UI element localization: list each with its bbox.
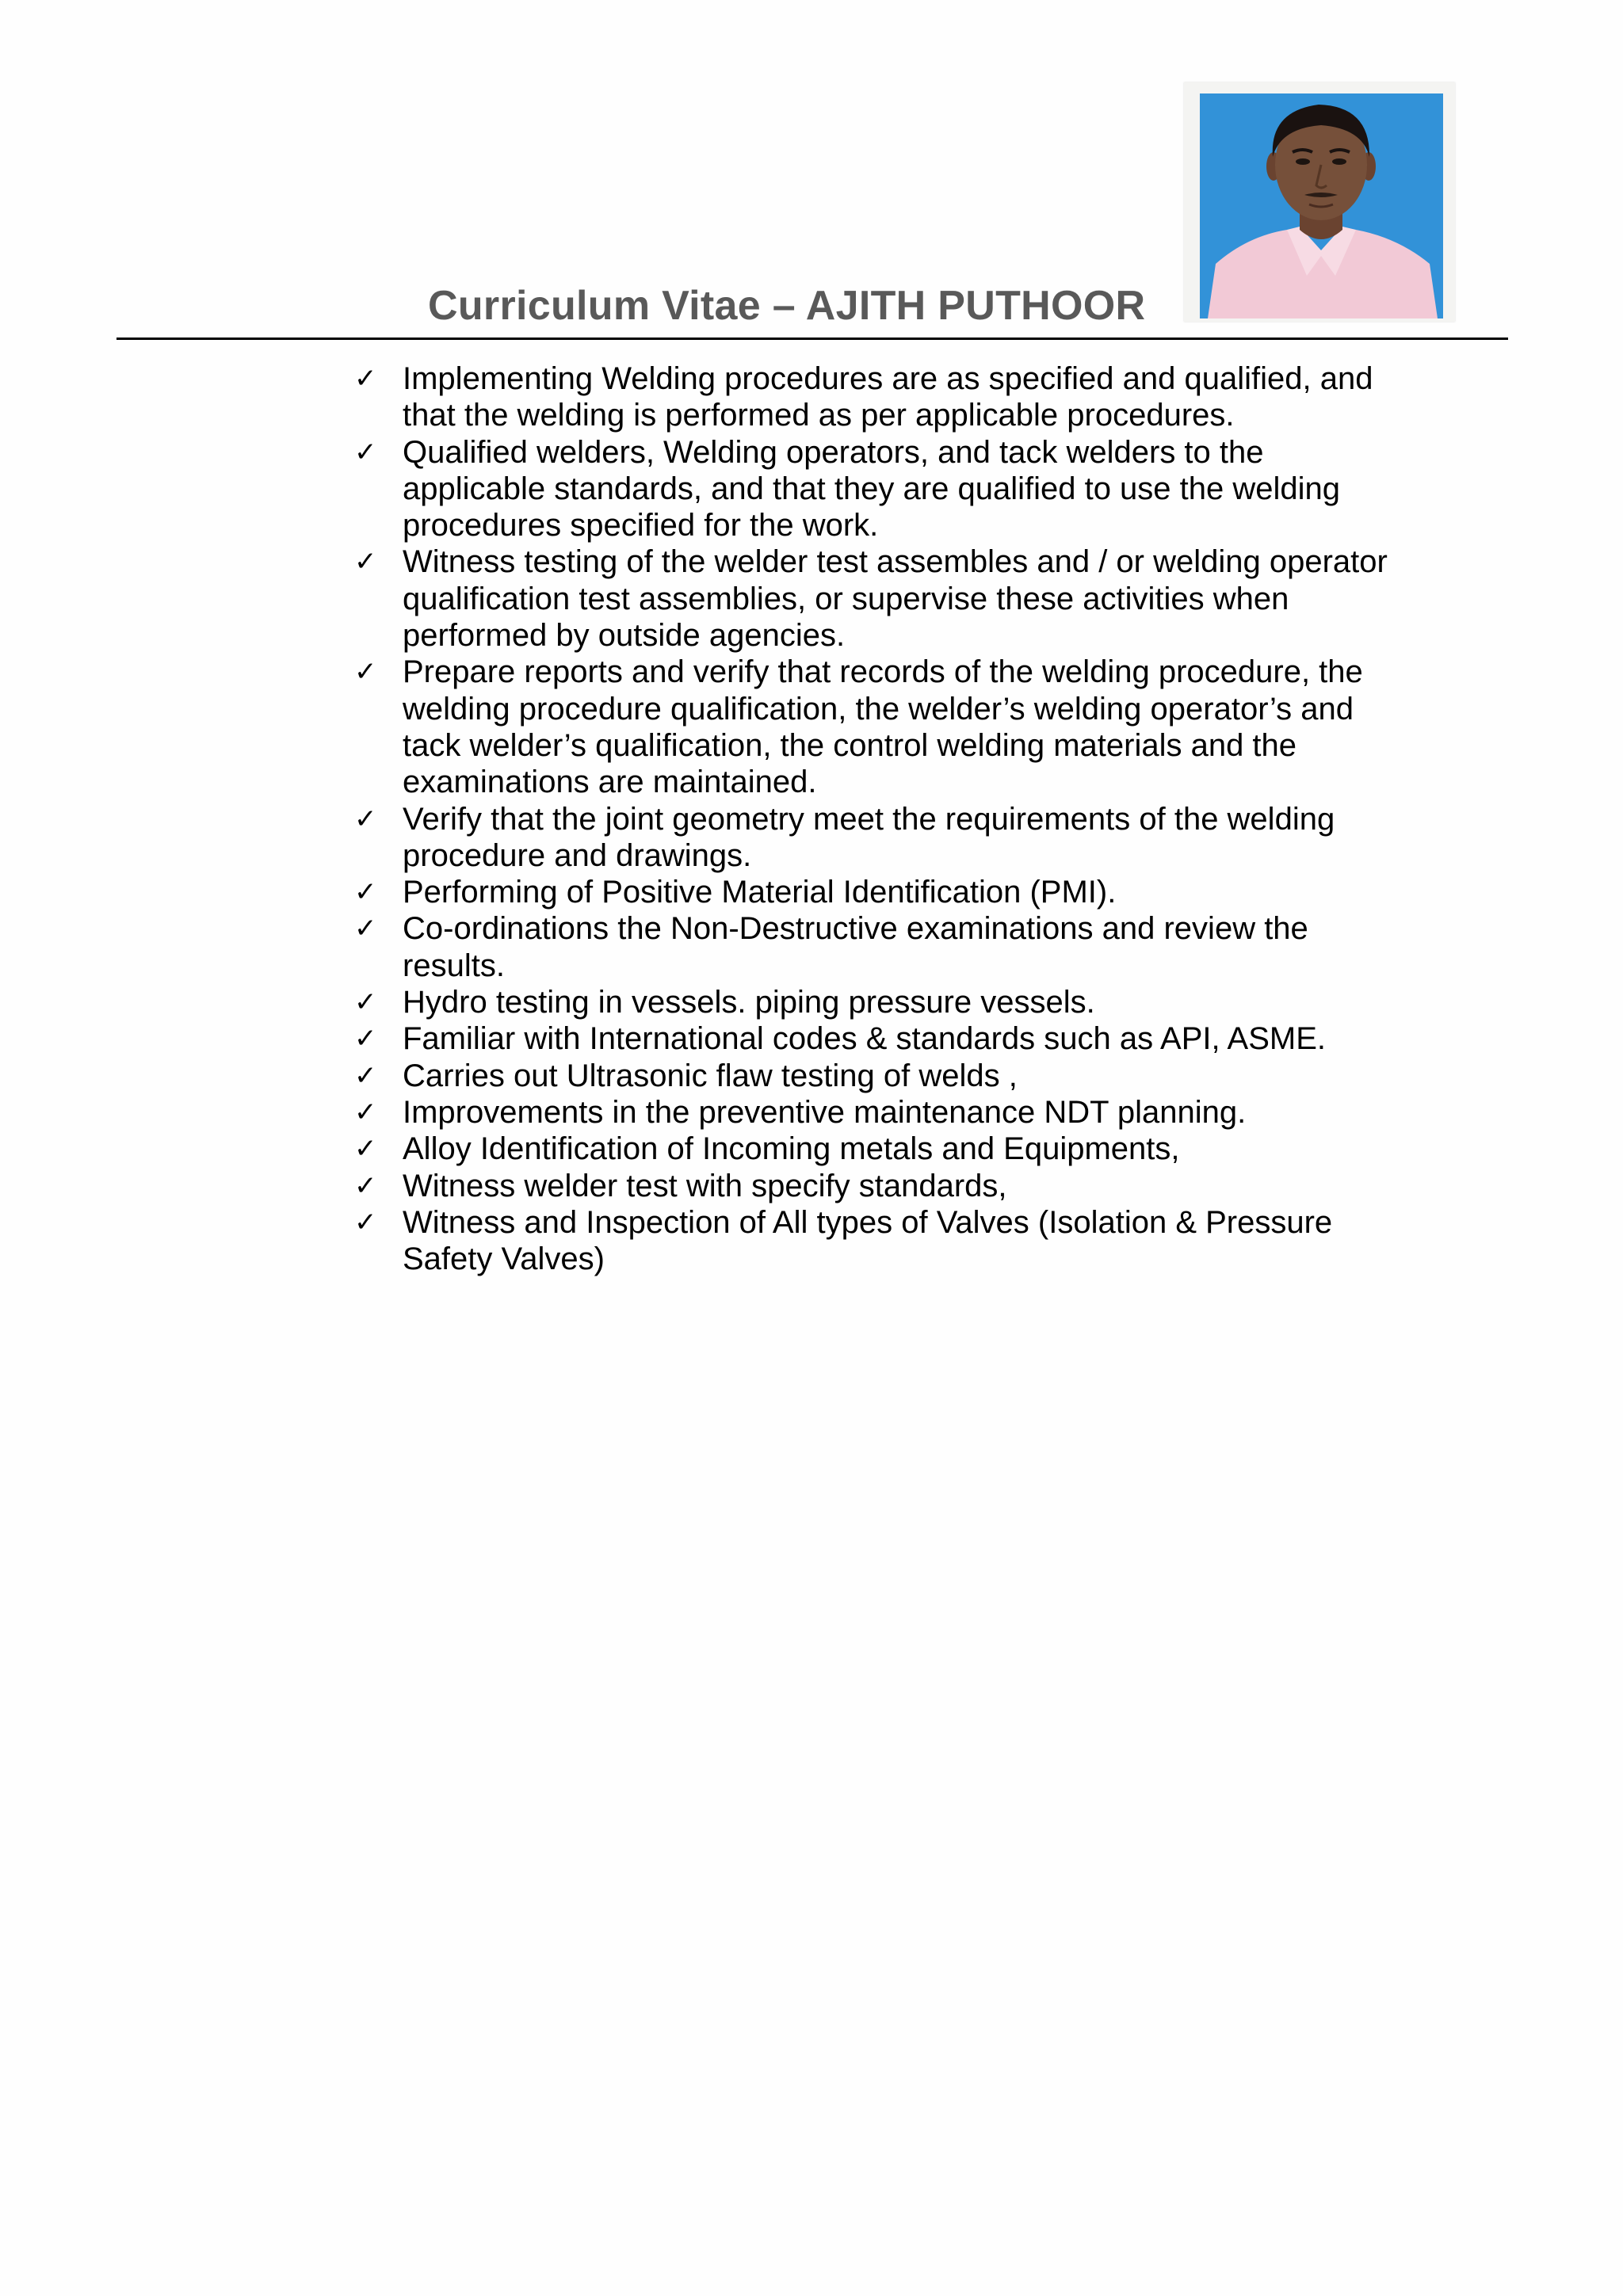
list-item	[351, 801, 1397, 875]
checkmark-icon: ✓	[354, 656, 377, 688]
checkmark-icon: ✓	[354, 986, 377, 1019]
duty-text: Witness and Inspection of All types of Valves (Isolation & Pressure Safety Valves)	[403, 1204, 1333, 1277]
title-underline	[116, 338, 1508, 340]
list-item	[351, 434, 1397, 544]
duty-text: Witness testing of the welder test assembles and / or welding operator qualification test assemblies, or supervise these activities when performed by outside agencies.	[403, 544, 1388, 654]
duty-text: Familiar with International codes & standards such as API, ASME.	[403, 1021, 1326, 1057]
page-title: Curriculum Vitae – AJITH PUTHOOR	[428, 283, 1146, 329]
list-item	[351, 1020, 1397, 1057]
duty-text: Improvements in the preventive maintenance NDT planning.	[403, 1094, 1247, 1130]
list-item	[351, 543, 1397, 654]
list-item	[351, 1168, 1397, 1204]
duty-text: Carries out Ultrasonic flaw testing of welds ,	[403, 1058, 1018, 1093]
checkmark-icon: ✓	[354, 436, 377, 468]
checkmark-icon: ✓	[354, 1096, 377, 1128]
checkmark-icon: ✓	[354, 546, 377, 578]
list-item	[351, 874, 1397, 910]
list-item	[351, 360, 1397, 434]
photo-frame	[1184, 82, 1455, 322]
checkmark-icon: ✓	[354, 1169, 377, 1202]
list-item	[351, 984, 1397, 1020]
checkmark-icon: ✓	[354, 363, 377, 395]
list-item	[351, 1058, 1397, 1094]
checkmark-icon: ✓	[354, 803, 377, 835]
checkmark-icon: ✓	[354, 876, 377, 909]
profile-photo	[1200, 93, 1443, 318]
duty-text: Qualified welders, Welding operators, and tack welders to the applicable standards, and that they are qualified to use the welding procedures specified for the work.	[403, 434, 1341, 543]
duty-text: Performing of Positive Material Identification (PMI).	[403, 875, 1117, 910]
checkmark-icon: ✓	[354, 1133, 377, 1165]
list-item	[351, 1094, 1397, 1131]
duty-text: Alloy Identification of Incoming metals and Equipments,	[403, 1131, 1180, 1167]
duties-list	[351, 360, 1397, 1277]
list-item	[351, 1131, 1397, 1167]
duty-text: Verify that the joint geometry meet the requirements of the welding procedure and drawings.	[403, 801, 1335, 873]
duty-text: Hydro testing in vessels. piping pressure vessels.	[403, 985, 1095, 1020]
duty-text: Co-ordinations the Non-Destructive examinations and review the results.	[403, 911, 1308, 983]
duty-text: Witness welder test with specify standards,	[403, 1168, 1007, 1203]
checkmark-icon: ✓	[354, 1023, 377, 1055]
list-item	[351, 910, 1397, 984]
list-item	[351, 1204, 1397, 1278]
list-item	[351, 654, 1397, 800]
checkmark-icon: ✓	[354, 1206, 377, 1238]
duty-text: Prepare reports and verify that records of the welding procedure, the welding procedure qualification, the welder’s welding operator’s and tack welder’s qualification, the control welding materials and the examinations are maintained.	[403, 654, 1363, 800]
duty-text: Implementing Welding procedures are as specified and qualified, and that the welding is performed as per applicable procedures.	[403, 361, 1373, 433]
checkmark-icon: ✓	[354, 913, 377, 945]
checkmark-icon: ✓	[354, 1059, 377, 1092]
